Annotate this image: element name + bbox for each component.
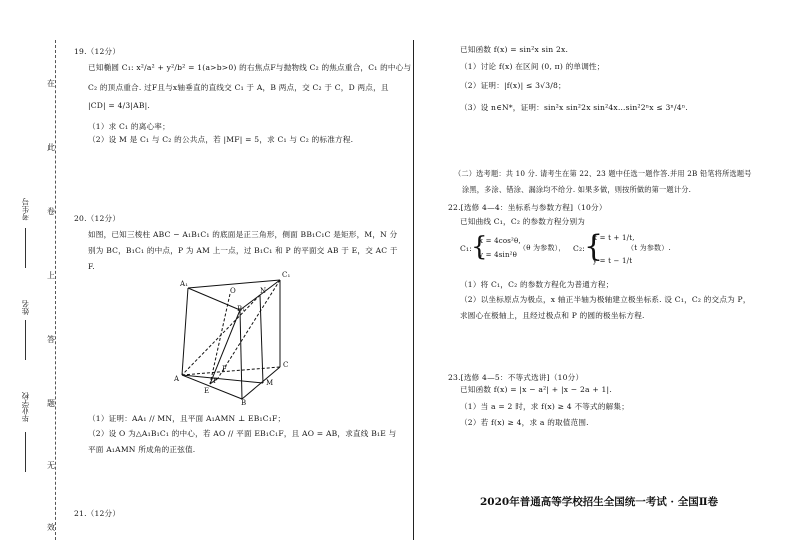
q22-part: （1）将 C₁，C₂ 的参数方程化为普通方程； xyxy=(460,280,614,289)
q19-header: 19.（12分） xyxy=(74,47,121,56)
fig-label-M: M xyxy=(266,379,274,387)
fig-label-B1: B₁ xyxy=(237,305,246,313)
fn-part: （3）设 n∈N*，证明：sin²x sin²2x sin²4x…sin²2ⁿx ≤ 3ⁿ/4ⁿ. xyxy=(460,103,688,112)
c1-x: x = 4cos²θ, xyxy=(479,237,521,245)
fig-label-N: N xyxy=(260,287,267,295)
field-label-candidate-number: 考生号 xyxy=(21,198,30,221)
q23-part: （2）若 f(x) ≥ 4，求 a 的取值范围. xyxy=(460,418,589,427)
q20-line: 别为 BC，B₁C₁ 的中点，P 为 AM 上一点，过 B₁C₁ 和 P 的平面交 AB 于 E，交 AC 于 xyxy=(88,246,398,255)
elective-note: （二）选考题：共 10 分. 请考生在第 22、23 题中任选一题作答.并用 2B 铅笔将所选题号 xyxy=(454,169,752,178)
q20-part: （1）证明：AA₁ // MN，且平面 A₁AMN ⊥ EB₁C₁F； xyxy=(88,414,286,423)
q19-line: |CD| = 4/3|AB|. xyxy=(88,101,151,110)
fig-label-C: C xyxy=(283,361,289,369)
seal-char: 此 xyxy=(47,143,55,152)
q23-intro: 已知函数 f(x) = |x − a²| + |x − 2a + 1|. xyxy=(460,385,612,394)
field-line xyxy=(25,228,26,268)
seal-char: 效 xyxy=(47,523,55,532)
q20-header: 20.（12分） xyxy=(74,214,121,223)
brace-c2: { xyxy=(584,229,604,264)
q20-line: F. xyxy=(88,262,95,271)
field-label-school: 毕业学校 xyxy=(21,392,30,422)
field-label-name: 姓名 xyxy=(21,300,30,315)
exam-title: 2020年普通高等学校招生全国统一考试 · 全国Ⅱ卷 xyxy=(480,496,719,508)
q22-intro: 已知曲线 C₁，C₂ 的参数方程分别为 xyxy=(460,217,586,226)
c2-y: y = t − 1/t xyxy=(593,257,633,265)
c2-x: x = t + 1/t, xyxy=(593,234,635,242)
fn-part: （2）证明：|f(x)| ≤ 3√3/8； xyxy=(460,81,566,90)
fn-intro: 已知函数 f(x) = sin²x sin 2x. xyxy=(460,45,569,54)
seal-char: 答 xyxy=(47,335,55,344)
seal-char: 在 xyxy=(47,79,55,88)
fig-label-A1: A₁ xyxy=(180,280,189,288)
binding-line xyxy=(55,40,56,540)
c1-label: C₁: xyxy=(460,244,473,253)
q22-part: （2）以坐标原点为极点，x 轴正半轴为极轴建立极坐标系. 设 C₁，C₂ 的交点为 P， xyxy=(460,295,751,304)
brace-c1: { xyxy=(471,232,488,262)
fig-label-P: P xyxy=(213,377,218,385)
seal-char: 无 xyxy=(47,461,55,470)
fig-label-O: O xyxy=(230,287,236,295)
field-line xyxy=(25,432,26,472)
q19-part: （2）设 M 是 C₁ 与 C₂ 的公共点，若 |MF| = 5，求 C₁ 与 C₂ 的标准方程. xyxy=(88,135,354,144)
q19-line: C₂ 的顶点重合. 过F且与x轴垂直的直线交 C₁ 于 A，B 两点，交 C₂ 于 C，D 两点，且 xyxy=(88,83,389,92)
q20-part: 平面 A₁AMN 所成角的正弦值. xyxy=(88,445,196,454)
q23-part: （1）当 a = 2 时，求 f(x) ≥ 4 不等式的解集； xyxy=(460,402,629,411)
fig-label-C1: C₁ xyxy=(282,271,291,279)
fig-label-E: E xyxy=(204,387,210,395)
c2-label: C₂: xyxy=(573,244,586,253)
column-divider xyxy=(413,40,414,540)
q23-header: 23.[选修 4—5：不等式选讲]（10分） xyxy=(448,373,584,382)
q22-part: 求圆心在极轴上，且经过极点和 P 的圆的极坐标方程. xyxy=(460,311,645,320)
field-line xyxy=(25,320,26,360)
fig-label-F: F xyxy=(222,365,228,373)
q22-header: 22.[选修 4—4：坐标系与参数方程]（10分） xyxy=(448,203,607,212)
seal-char: 题 xyxy=(47,399,55,408)
fig-label-B: B xyxy=(241,399,247,407)
q20-part: （2）设 O 为△A₁B₁C₁ 的中心，若 AO // 平面 EB₁C₁F，且 AO = AB，求直线 B₁E 与 xyxy=(88,429,397,438)
elective-note: 涂黑，多涂、错涂、漏涂均不给分. 如果多做，则按所做的第一题计分. xyxy=(462,185,692,194)
c1-y: y = 4sin²θ xyxy=(479,251,518,259)
fig-label-A: A xyxy=(174,375,180,383)
q20-line: 如图，已知三棱柱 ABC − A₁B₁C₁ 的底面是正三角形，侧面 BB₁C₁C 是矩形，M，N 分 xyxy=(88,230,398,239)
seal-char: 卷 xyxy=(47,207,55,216)
q21-header: 21.（12分） xyxy=(74,509,121,518)
c1-param: （θ 为参数）， xyxy=(519,244,566,252)
c2-param: （t 为参数）. xyxy=(627,244,671,252)
fn-part: （1）讨论 f(x) 在区间 (0, π) 的单调性； xyxy=(460,62,605,71)
seal-char: 上 xyxy=(47,271,55,280)
q19-line: 已知椭圆 C₁: x²/a² + y²/b² = 1(a>b>0) 的右焦点F与抛物线 C₂ 的焦点重合，C₁ 的中心与 xyxy=(88,63,412,72)
q19-part: （1）求 C₁ 的离心率； xyxy=(88,122,170,131)
